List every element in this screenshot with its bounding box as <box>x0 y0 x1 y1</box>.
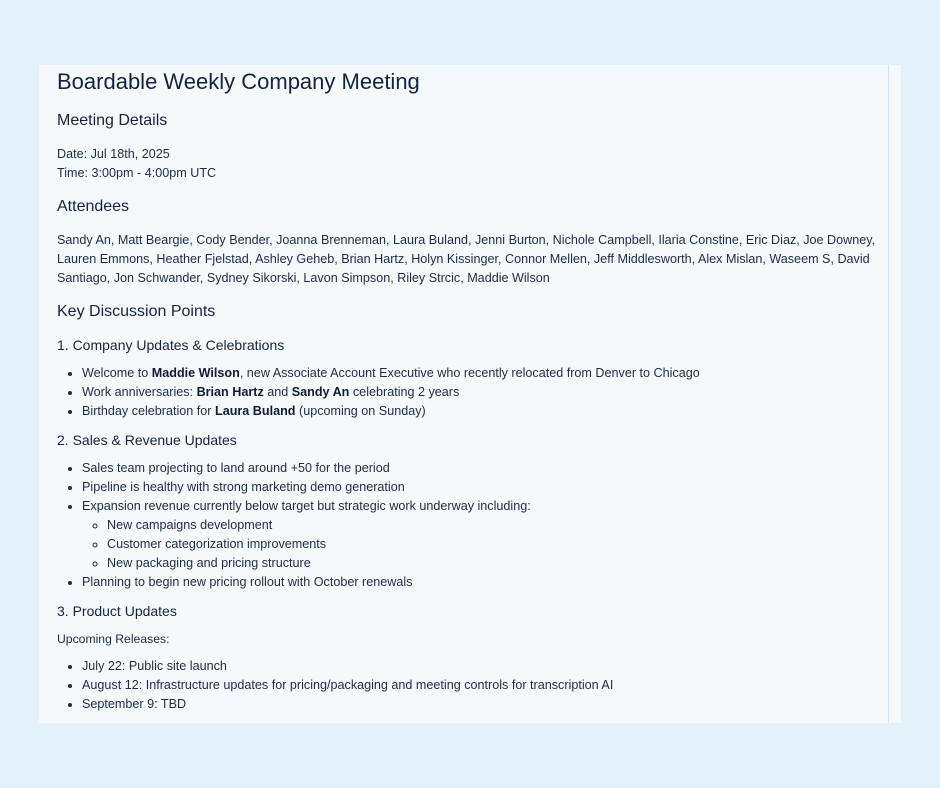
nested-list-item: ◦ Customer categorization improvements <box>107 535 889 554</box>
section-sales-heading: 2. Sales & Revenue Updates <box>57 432 237 448</box>
document-title: Boardable Weekly Company Meeting <box>57 69 420 94</box>
company-updates-list <box>57 364 889 421</box>
meeting-details <box>57 145 889 183</box>
person-name: Maddie Wilson <box>151 366 240 380</box>
attendees-list: Sandy An, Matt Beargie, Cody Bender, Joanna Brenneman, Laura Buland, Jenni Burton, Nichole Campbell, Ilaria Constine, Eric Diaz, Joe Downey, Lauren Emmons, Heather Fjelstad, Ashley Geheb, Brian Hartz, Holyn Kissinger, Connor Mellen, Jeff Middlesworth, Alex Mislan, Waseem S, David Santiago, Jon Schwander, Sydney Sikorski, Lavon Simpson, Riley Strcic, Maddie Wilson <box>57 233 876 285</box>
nested-list <box>82 516 889 573</box>
person-name: Brian Hartz <box>196 385 264 399</box>
meeting-time: Time: 3:00pm - 4:00pm UTC <box>57 166 217 180</box>
person-name: Sandy An <box>291 385 350 399</box>
scrollbar-track[interactable] <box>888 65 901 723</box>
meeting-details-heading: Meeting Details <box>57 112 168 129</box>
meeting-date: Date: Jul 18th, 2025 <box>57 147 170 161</box>
product-releases-list <box>57 657 889 714</box>
attendees-heading: Attendees <box>57 198 130 215</box>
nested-list-item: ◦ New campaigns development <box>107 516 889 535</box>
meeting-notes-document <box>39 65 901 723</box>
list-item: • Planning to begin new pricing rollout with October renewals <box>82 573 889 592</box>
list-item: • Pipeline is healthy with strong marketing demo generation <box>82 478 889 497</box>
list-item: • August 12: Infrastructure updates for pricing/packaging and meeting controls for transcription AI <box>82 676 889 695</box>
upcoming-releases-label: Upcoming Releases: <box>57 632 170 646</box>
person-name: Laura Buland <box>215 404 296 418</box>
list-item: • Expansion revenue currently below target but strategic work underway including: ◦ New campaigns development ◦ Customer categorization improvements ◦ New packaging and pricing structure <box>82 497 889 573</box>
discussion-heading: Key Discussion Points <box>57 303 216 320</box>
section-product-heading: 3. Product Updates <box>57 603 177 619</box>
section-company-updates-heading: 1. Company Updates & Celebrations <box>57 337 285 353</box>
list-item: • Work anniversaries: Brian Hartz and Sandy An celebrating 2 years <box>82 383 889 402</box>
list-item: • Welcome to Maddie Wilson, new Associate Account Executive who recently relocated from Denver to Chicago <box>82 364 889 383</box>
list-item: • July 22: Public site launch <box>82 657 889 676</box>
list-item: • September 9: TBD <box>82 695 889 714</box>
list-item: • Birthday celebration for Laura Buland (upcoming on Sunday) <box>82 402 889 421</box>
nested-list-item: ◦ New packaging and pricing structure <box>107 554 889 573</box>
list-item: • Sales team projecting to land around +50 for the period <box>82 459 889 478</box>
sales-updates-list <box>57 459 889 592</box>
